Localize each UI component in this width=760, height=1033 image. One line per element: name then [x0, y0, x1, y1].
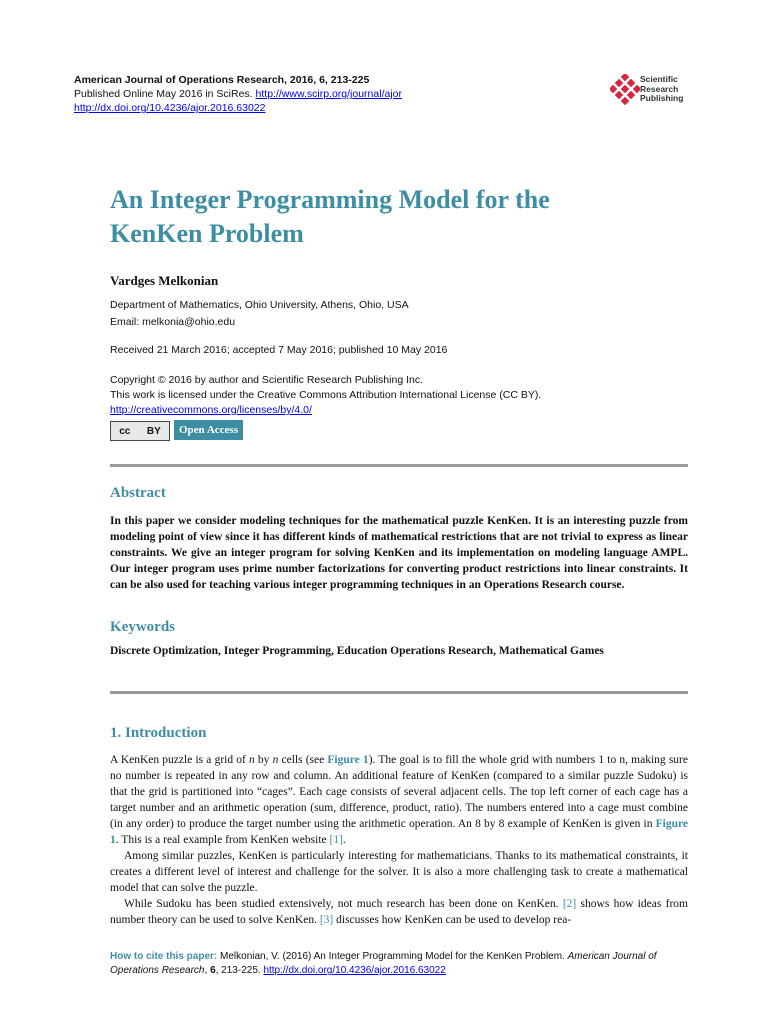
abstract-heading: Abstract [110, 485, 166, 501]
publisher-logo [610, 74, 720, 106]
introduction-heading: 1. Introduction [110, 725, 207, 741]
copyright-block: Copyright © 2016 by author and Scientific Research Publishing Inc. This work is licensed under the Creative Commons Attribution International License (CC BY). http://creativecommons.org/licenses/by/4.0/ [110, 374, 542, 416]
dates-line: Received 21 March 2016; accepted 7 May 2016; published 10 May 2016 [110, 344, 448, 356]
diamond-logo-icon [610, 74, 640, 106]
license-link[interactable]: http://creativecommons.org/licenses/by/4.0/ [110, 404, 312, 416]
introduction-body [110, 752, 688, 928]
figure-1-link[interactable]: Figure 1 [110, 818, 688, 846]
open-access-badge: Open Access [174, 420, 243, 440]
journal-header [74, 73, 402, 115]
ref-2-link[interactable]: [2] [562, 898, 577, 910]
affiliation-block [110, 297, 409, 331]
author-name: Vardges Melkonian [110, 273, 219, 288]
published-line: Published Online May 2016 in SciRes. http://www.scirp.org/journal/ajor [74, 88, 402, 100]
citation-doi-link[interactable]: http://dx.doi.org/10.4236/ajor.2016.63022 [263, 965, 446, 976]
paragraph: A KenKen puzzle is a grid of n by n cells (see Figure 1). The goal is to fill the whole grid with numbers 1 to n, making sure no number is repeated in any row and column. An additional feature of KenKen (compared to a similar puzzle Sudoku) is that the grid is partitioned into “cages”. Each cage consists of several adjacent cells. The top left corner of each cage has a target number and an arithmetic operation (sum, difference, product, ratio). The numbers entered into a cage must combine (in any order) to produce the target number using the arithmetic operation. An 8 by 8 example of KenKen is given in Figure 1. This is a real example from KenKen website [1]. [110, 754, 688, 846]
paragraph: While Sudoku has been studied extensively, not much research has been done on KenKen. [2] shows how ideas from number theory can be used to solve KenKen. [3] discusses how KenKen can be used to develop rea- [110, 898, 688, 926]
ref-3-link[interactable]: [3] [319, 914, 334, 926]
divider [110, 691, 688, 694]
paper-title: An Integer Programming Model for the KenKen Problem [110, 185, 550, 248]
keywords-heading: Keywords [110, 619, 175, 635]
logo-text: Scientific Research Publishing [640, 74, 684, 103]
journal-link[interactable]: http://www.scirp.org/journal/ajor [255, 88, 402, 100]
divider [110, 464, 688, 467]
ref-1-link[interactable]: [1] [329, 834, 343, 846]
citation-footer: How to cite this paper: Melkonian, V. (2016) An Integer Programming Model for the KenKen Problem. American Journal of Operations Research, 6, 213-225. http://dx.doi.org/10.4236/ajor.2016.63022 [110, 951, 657, 976]
figure-1-link[interactable]: Figure 1 [327, 754, 369, 766]
keywords-text: Discrete Optimization, Integer Programming, Education Operations Research, Mathematical Games [110, 645, 604, 657]
journal-line: American Journal of Operations Research, 2016, 6, 213-225 [74, 74, 370, 86]
doi-link[interactable]: http://dx.doi.org/10.4236/ajor.2016.63022 [74, 102, 266, 114]
email: Email: melkonia@ohio.edu [110, 316, 236, 328]
paragraph: Among similar puzzles, KenKen is particularly interesting for mathematicians. Thanks to its mathematical constraints, it creates a different level of interest and challenge for the solver. It is also a more challenging task to create a mathematical model that can solve the puzzle. [110, 850, 688, 894]
abstract-text: In this paper we consider modeling techniques for the mathematical puzzle KenKen. It is an interesting puzzle from modeling point of view since it has different kinds of mathematical restrictions that are not trivial to express as linear constraints. We give an integer program for solving KenKen and its implementation on modeling language AMPL. Our integer program uses prime number factorizations for converting product restrictions into linear constraints. It can be also used for teaching various integer programming techniques in an Operations Research course. [110, 515, 688, 591]
affiliation: Department of Mathematics, Ohio University, Athens, Ohio, USA [110, 299, 409, 311]
cc-by-badge-icon[interactable]: cc BY [110, 421, 170, 441]
